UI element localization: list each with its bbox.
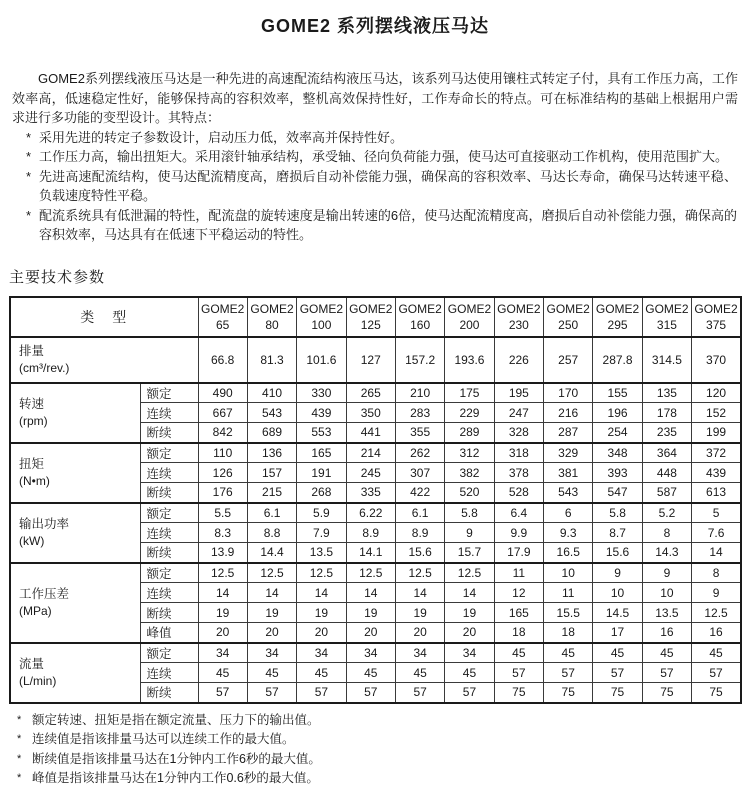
value-cell: 57 — [346, 683, 395, 703]
value-cell: 6.4 — [494, 503, 543, 523]
condition-cell: 额定 — [140, 443, 198, 463]
model-series-name: GOME2 — [595, 301, 640, 316]
value-cell: 20 — [346, 623, 395, 643]
condition-cell: 额定 — [140, 563, 198, 583]
value-cell: 20 — [247, 623, 296, 643]
value-cell: 57 — [395, 683, 444, 703]
value-cell: 15.5 — [544, 603, 593, 623]
value-cell: 381 — [544, 463, 593, 483]
value-cell: 12.5 — [445, 563, 494, 583]
value-cell: 12 — [494, 583, 543, 603]
value-cell: 9 — [642, 563, 691, 583]
spec-table-body — [10, 297, 741, 703]
value-cell: 45 — [395, 663, 444, 683]
value-cell: 226 — [494, 337, 543, 383]
parameter-unit: (MPa) — [19, 604, 52, 618]
value-cell: 75 — [692, 683, 741, 703]
model-number: 100 — [311, 317, 332, 332]
asterisk-bullet: * — [17, 752, 22, 765]
value-cell: 12.5 — [247, 563, 296, 583]
value-cell: 12.5 — [692, 603, 741, 623]
value-cell: 287.8 — [593, 337, 642, 383]
value-cell: 34 — [247, 643, 296, 663]
condition-cell: 断续 — [140, 483, 198, 503]
value-cell: 283 — [395, 403, 444, 423]
value-cell: 335 — [346, 483, 395, 503]
value-cell: 57 — [494, 663, 543, 683]
value-cell: 7.9 — [297, 523, 346, 543]
parameter-name: 流量 — [19, 657, 45, 671]
value-cell: 178 — [642, 403, 691, 423]
parameter-cell — [10, 503, 140, 563]
model-series-name: GOME2 — [497, 301, 541, 316]
value-cell: 14 — [247, 583, 296, 603]
value-cell: 15.6 — [593, 543, 642, 563]
condition-cell: 连续 — [140, 403, 198, 423]
value-cell: 215 — [247, 483, 296, 503]
value-cell: 110 — [198, 443, 247, 463]
parameter-cell — [10, 383, 140, 443]
value-cell: 45 — [445, 663, 494, 683]
value-cell: 6 — [544, 503, 593, 523]
value-cell: 193.6 — [445, 337, 494, 383]
value-cell: 10 — [642, 583, 691, 603]
value-cell: 57 — [593, 663, 642, 683]
parameter-name: 扭矩 — [19, 457, 45, 471]
feature-text: 先进高速配流结构，使马达配流精度高，磨损后自动补偿能力强，确保高的容积效率、马达长寿命，确保马达转速平稳、负载速度特性平稳。 — [39, 168, 737, 203]
value-cell: 12.5 — [346, 563, 395, 583]
value-cell: 18 — [544, 623, 593, 643]
value-cell: 75 — [642, 683, 691, 703]
value-cell: 667 — [198, 403, 247, 423]
value-cell: 191 — [297, 463, 346, 483]
value-cell: 6.1 — [395, 503, 444, 523]
value-cell: 196 — [593, 403, 642, 423]
value-cell: 157.2 — [395, 337, 444, 383]
value-cell: 165 — [494, 603, 543, 623]
value-cell: 689 — [247, 423, 296, 443]
model-header-cell — [544, 297, 593, 337]
model-number: 250 — [558, 317, 579, 332]
value-cell: 520 — [445, 483, 494, 503]
condition-cell: 连续 — [140, 583, 198, 603]
value-cell: 17 — [593, 623, 642, 643]
footnote-item — [17, 750, 741, 770]
model-header-cell — [198, 297, 247, 337]
asterisk-bullet: * — [17, 733, 22, 745]
value-cell: 262 — [395, 443, 444, 463]
value-cell: 20 — [198, 623, 247, 643]
condition-cell: 断续 — [140, 683, 198, 703]
value-cell: 314.5 — [642, 337, 691, 383]
value-cell: 57 — [544, 663, 593, 683]
condition-cell: 额定 — [140, 383, 198, 403]
value-cell: 45 — [593, 643, 642, 663]
value-cell: 20 — [445, 623, 494, 643]
value-cell: 34 — [346, 643, 395, 663]
value-cell: 157 — [247, 463, 296, 483]
value-cell: 14.5 — [593, 603, 642, 623]
value-cell: 5.8 — [593, 503, 642, 523]
asterisk-bullet: * — [26, 149, 32, 164]
model-header-cell — [494, 297, 543, 337]
value-cell: 6.1 — [247, 503, 296, 523]
value-cell: 12.5 — [395, 563, 444, 583]
value-cell: 547 — [593, 483, 642, 503]
value-cell: 136 — [247, 443, 296, 463]
parameter-cell — [10, 643, 140, 703]
condition-cell: 断续 — [140, 603, 198, 623]
value-cell: 6.22 — [346, 503, 395, 523]
asterisk-bullet: * — [26, 168, 32, 184]
intro-paragraph: GOME2系列摆线液压马达是一种先进的高速配流结构液压马达，该系列马达使用镶柱式转定子付，具有工作压力高，工作效率高，低速稳定性好，能够保持高的容积效率，整机高效保持性好，工作寿命长的特点。可在标准结构的基础上根据用户需求进行多功能的变型设计。其特点： — [12, 71, 738, 125]
value-cell: 448 — [642, 463, 691, 483]
value-cell: 842 — [198, 423, 247, 443]
footnote-item — [17, 769, 741, 789]
value-cell: 14 — [297, 583, 346, 603]
value-cell: 18 — [494, 623, 543, 643]
model-number: 160 — [410, 317, 431, 332]
value-cell: 370 — [692, 337, 741, 383]
model-series-name: GOME2 — [299, 301, 344, 316]
value-cell: 355 — [395, 423, 444, 443]
asterisk-bullet: * — [26, 207, 32, 223]
condition-cell: 连续 — [140, 523, 198, 543]
model-header-cell — [297, 297, 346, 337]
value-cell: 135 — [642, 383, 691, 403]
value-cell: 328 — [494, 423, 543, 443]
value-cell: 543 — [544, 483, 593, 503]
value-cell: 312 — [445, 443, 494, 463]
value-cell: 5.5 — [198, 503, 247, 523]
value-cell: 378 — [494, 463, 543, 483]
footnote-item — [17, 730, 741, 750]
value-cell: 257 — [544, 337, 593, 383]
value-cell: 16 — [692, 623, 741, 643]
value-cell: 289 — [445, 423, 494, 443]
value-cell: 8.7 — [593, 523, 642, 543]
value-cell: 14 — [346, 583, 395, 603]
value-cell: 439 — [692, 463, 741, 483]
value-cell: 14.3 — [642, 543, 691, 563]
model-number: 295 — [607, 317, 628, 332]
value-cell: 75 — [544, 683, 593, 703]
value-cell: 17.9 — [494, 543, 543, 563]
value-cell: 170 — [544, 383, 593, 403]
value-cell: 10 — [544, 563, 593, 583]
value-cell: 235 — [642, 423, 691, 443]
value-cell: 66.8 — [198, 337, 247, 383]
footnote-text: 峰值是指该排量马达在1分钟内工作0.6秒的最大值。 — [32, 771, 319, 785]
model-series-name: GOME2 — [694, 301, 738, 316]
value-cell: 45 — [642, 643, 691, 663]
value-cell: 57 — [198, 683, 247, 703]
table-row — [10, 563, 741, 583]
value-cell: 11 — [544, 583, 593, 603]
feature-text: 工作压力高，输出扭矩大。采用滚针轴承结构，承受轴、径向负荷能力强，使马达可直接驱动工作机构，使用范围扩大。 — [39, 149, 729, 164]
value-cell: 34 — [445, 643, 494, 663]
model-number: 200 — [459, 317, 480, 332]
value-cell: 13.5 — [642, 603, 691, 623]
value-cell: 152 — [692, 403, 741, 423]
value-cell: 329 — [544, 443, 593, 463]
condition-cell: 额定 — [140, 503, 198, 523]
model-series-name: GOME2 — [201, 301, 245, 316]
value-cell: 265 — [346, 383, 395, 403]
value-cell: 229 — [445, 403, 494, 423]
value-cell: 8.8 — [247, 523, 296, 543]
value-cell: 13.5 — [297, 543, 346, 563]
value-cell: 126 — [198, 463, 247, 483]
value-cell: 175 — [445, 383, 494, 403]
value-cell: 57 — [247, 683, 296, 703]
value-cell: 15.6 — [395, 543, 444, 563]
value-cell: 553 — [297, 423, 346, 443]
value-cell: 543 — [247, 403, 296, 423]
value-cell: 9.3 — [544, 523, 593, 543]
value-cell: 45 — [198, 663, 247, 683]
value-cell: 16.5 — [544, 543, 593, 563]
footnotes — [9, 711, 741, 789]
parameter-cell — [10, 563, 140, 643]
condition-cell: 额定 — [140, 643, 198, 663]
model-header-cell — [593, 297, 642, 337]
value-cell: 5.2 — [642, 503, 691, 523]
table-row — [10, 443, 741, 463]
model-header-cell — [346, 297, 395, 337]
condition-cell: 峰值 — [140, 623, 198, 643]
value-cell: 19 — [247, 603, 296, 623]
value-cell: 75 — [494, 683, 543, 703]
feature-text: 配流系统具有低泄漏的特性，配流盘的旋转速度是输出转速的6倍，使马达配流精度高，磨损后自动补偿能力强，确保高的容积效率，马达具有在低速下平稳运动的特性。 — [39, 207, 737, 242]
feature-item — [9, 167, 741, 206]
table-row — [10, 643, 741, 663]
value-cell: 364 — [642, 443, 691, 463]
value-cell: 422 — [395, 483, 444, 503]
footnote-text: 额定转速、扭矩是指在额定流量、压力下的输出值。 — [32, 712, 320, 727]
value-cell: 45 — [544, 643, 593, 663]
value-cell: 15.7 — [445, 543, 494, 563]
value-cell: 101.6 — [297, 337, 346, 383]
model-header-cell — [692, 297, 741, 337]
model-number: 80 — [265, 317, 279, 332]
value-cell: 45 — [247, 663, 296, 683]
value-cell: 20 — [395, 623, 444, 643]
parameter-unit: (L/min) — [19, 674, 57, 688]
value-cell: 490 — [198, 383, 247, 403]
value-cell: 155 — [593, 383, 642, 403]
value-cell: 11 — [494, 563, 543, 583]
parameter-unit: (N•m) — [19, 474, 50, 488]
value-cell: 9 — [692, 583, 741, 603]
parameter-unit: (cm³/rev.) — [19, 361, 70, 375]
value-cell: 57 — [297, 683, 346, 703]
value-cell: 14.4 — [247, 543, 296, 563]
value-cell: 9 — [593, 563, 642, 583]
value-cell: 8 — [692, 563, 741, 583]
value-cell: 20 — [297, 623, 346, 643]
model-header-cell — [395, 297, 444, 337]
value-cell: 45 — [494, 643, 543, 663]
value-cell: 14.1 — [346, 543, 395, 563]
value-cell: 613 — [692, 483, 741, 503]
value-cell: 214 — [346, 443, 395, 463]
type-header-cell: 类 型 — [10, 297, 198, 337]
model-series-name: GOME2 — [349, 301, 393, 316]
value-cell: 45 — [297, 663, 346, 683]
value-cell: 14 — [692, 543, 741, 563]
footnote-text: 断续值是指该排量马达在1分钟内工作6秒的最大值。 — [32, 751, 321, 766]
condition-cell: 断续 — [140, 543, 198, 563]
page-title: GOME2 系列摆线液压马达 — [260, 16, 489, 36]
model-number: 315 — [656, 317, 677, 332]
table-row — [10, 337, 741, 383]
table-row — [10, 383, 741, 403]
parameter-cell — [10, 337, 198, 383]
value-cell: 34 — [395, 643, 444, 663]
value-cell: 8.9 — [346, 523, 395, 543]
value-cell: 45 — [692, 643, 741, 663]
feature-list — [9, 128, 741, 245]
model-series-name: GOME2 — [447, 301, 492, 316]
model-series-name: GOME2 — [546, 301, 590, 316]
value-cell: 127 — [346, 337, 395, 383]
value-cell: 410 — [247, 383, 296, 403]
value-cell: 45 — [346, 663, 395, 683]
feature-item — [9, 147, 741, 167]
value-cell: 5.9 — [297, 503, 346, 523]
value-cell: 57 — [692, 663, 741, 683]
value-cell: 176 — [198, 483, 247, 503]
parameter-name: 排量 — [19, 344, 45, 358]
table-header-row — [10, 297, 741, 337]
value-cell: 247 — [494, 403, 543, 423]
model-number: 230 — [508, 317, 529, 332]
spec-table — [9, 296, 742, 704]
value-cell: 19 — [346, 603, 395, 623]
value-cell: 254 — [593, 423, 642, 443]
value-cell: 10 — [593, 583, 642, 603]
parameter-cell — [10, 443, 140, 503]
condition-cell: 连续 — [140, 663, 198, 683]
value-cell: 75 — [593, 683, 642, 703]
value-cell: 9 — [445, 523, 494, 543]
parameter-name: 工作压差 — [19, 587, 70, 601]
value-cell: 216 — [544, 403, 593, 423]
value-cell: 5 — [692, 503, 741, 523]
value-cell: 16 — [642, 623, 691, 643]
feature-item — [9, 128, 741, 148]
value-cell: 382 — [445, 463, 494, 483]
footnote-item — [17, 711, 741, 731]
asterisk-bullet: * — [17, 772, 22, 784]
value-cell: 13.9 — [198, 543, 247, 563]
value-cell: 120 — [692, 383, 741, 403]
feature-item — [9, 206, 741, 245]
model-header-cell — [642, 297, 691, 337]
model-header-cell — [247, 297, 296, 337]
value-cell: 12.5 — [297, 563, 346, 583]
value-cell: 210 — [395, 383, 444, 403]
model-number: 375 — [706, 317, 727, 332]
value-cell: 441 — [346, 423, 395, 443]
model-header-cell — [445, 297, 494, 337]
value-cell: 528 — [494, 483, 543, 503]
value-cell: 287 — [544, 423, 593, 443]
value-cell: 8.9 — [395, 523, 444, 543]
value-cell: 307 — [395, 463, 444, 483]
value-cell: 81.3 — [247, 337, 296, 383]
asterisk-bullet: * — [17, 713, 22, 726]
parameter-unit: (kW) — [19, 534, 45, 548]
value-cell: 587 — [642, 483, 691, 503]
parameter-name: 转速 — [19, 397, 45, 411]
value-cell: 195 — [494, 383, 543, 403]
asterisk-bullet: * — [26, 129, 32, 145]
model-number: 125 — [360, 317, 381, 332]
value-cell: 12.5 — [198, 563, 247, 583]
section-title: 主要技术参数 — [9, 268, 106, 286]
value-cell: 57 — [445, 683, 494, 703]
condition-cell: 连续 — [140, 463, 198, 483]
value-cell: 372 — [692, 443, 741, 463]
parameter-name: 输出功率 — [19, 517, 70, 531]
value-cell: 439 — [297, 403, 346, 423]
value-cell: 34 — [297, 643, 346, 663]
value-cell: 393 — [593, 463, 642, 483]
model-series-name: GOME2 — [645, 301, 689, 316]
value-cell: 57 — [642, 663, 691, 683]
value-cell: 19 — [198, 603, 247, 623]
model-series-name: GOME2 — [398, 301, 442, 316]
value-cell: 19 — [297, 603, 346, 623]
value-cell: 245 — [346, 463, 395, 483]
feature-text: 采用先进的转定子参数设计，启动压力低，效率高并保持性好。 — [39, 129, 404, 145]
value-cell: 14 — [198, 583, 247, 603]
value-cell: 348 — [593, 443, 642, 463]
value-cell: 350 — [346, 403, 395, 423]
value-cell: 165 — [297, 443, 346, 463]
condition-cell: 断续 — [140, 423, 198, 443]
value-cell: 19 — [445, 603, 494, 623]
value-cell: 9.9 — [494, 523, 543, 543]
model-series-name: GOME2 — [250, 301, 294, 316]
table-row — [10, 503, 741, 523]
parameter-unit: (rpm) — [19, 414, 48, 428]
value-cell: 14 — [395, 583, 444, 603]
value-cell: 8.3 — [198, 523, 247, 543]
value-cell: 19 — [395, 603, 444, 623]
value-cell: 8 — [642, 523, 691, 543]
value-cell: 318 — [494, 443, 543, 463]
value-cell: 34 — [198, 643, 247, 663]
value-cell: 7.6 — [692, 523, 741, 543]
value-cell: 5.8 — [445, 503, 494, 523]
value-cell: 14 — [445, 583, 494, 603]
value-cell: 268 — [297, 483, 346, 503]
value-cell: 330 — [297, 383, 346, 403]
model-number: 65 — [216, 317, 230, 332]
footnote-text: 连续值是指该排量马达可以连续工作的最大值。 — [32, 732, 295, 746]
value-cell: 199 — [692, 423, 741, 443]
